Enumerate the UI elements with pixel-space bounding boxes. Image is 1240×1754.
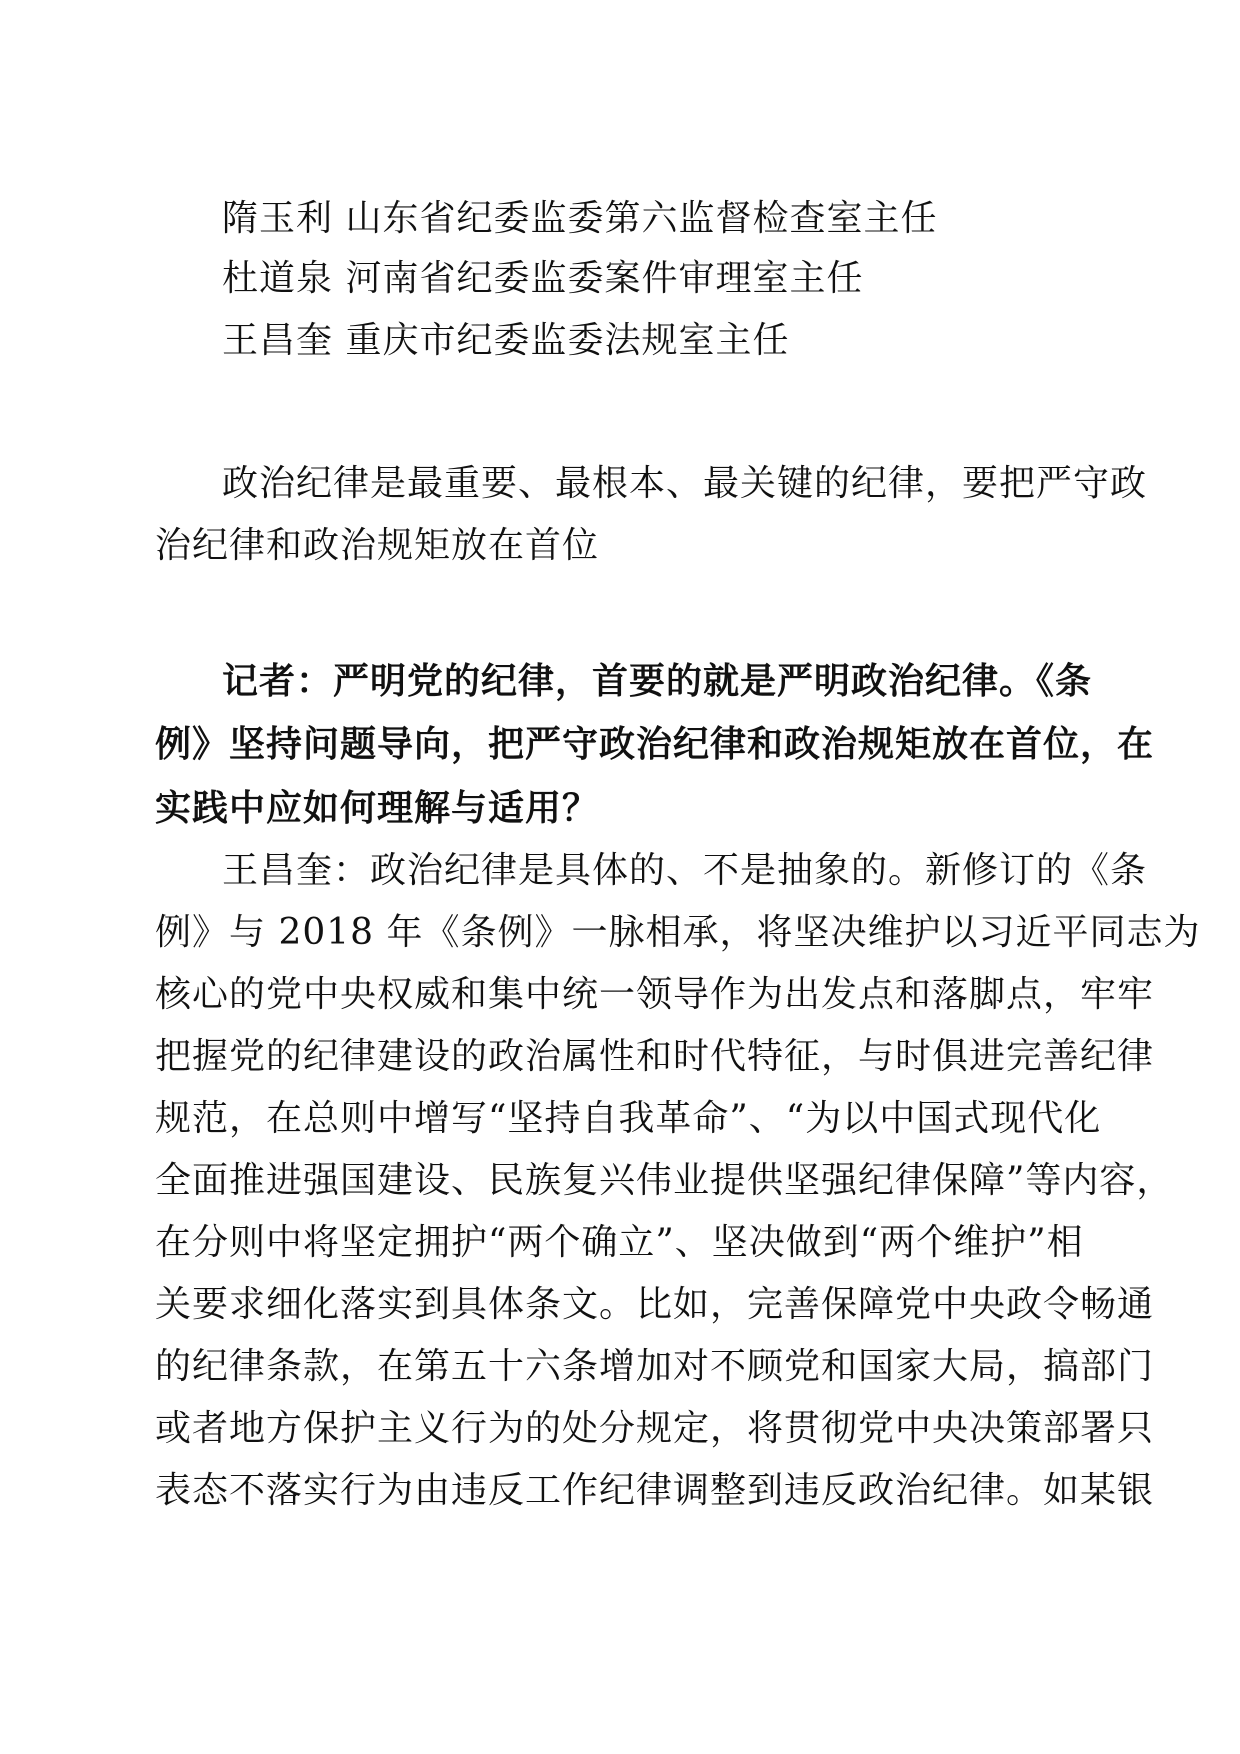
participant-name: 杜道泉	[222, 258, 334, 299]
participant-title: 山东省纪委监委第六监督检查室主任	[345, 198, 938, 239]
section-heading-line: 政治纪律是最重要、最根本、最关键的纪律，要把严守政	[222, 463, 1148, 504]
answer-line: 表态不落实行为由违反工作纪律调整到违反政治纪律。如某银	[155, 1470, 1155, 1511]
participant-title: 河南省纪委监委案件审理室主任	[345, 258, 864, 299]
answer-line: 的纪律条款，在第五十六条增加对不顾党和国家大局，搞部门	[155, 1346, 1155, 1387]
answer-line: 规范，在总则中增写“坚持自我革命”、“为以中国式现代化	[155, 1098, 1102, 1139]
answer-line: 核心的党中央权威和集中统一领导作为出发点和落脚点，牢牢	[155, 974, 1155, 1015]
participant-name: 隋玉利	[222, 198, 334, 239]
section-heading-line: 治纪律和政治规矩放在首位	[155, 525, 600, 566]
question-line: 例》坚持问题导向，把严守政治纪律和政治规矩放在首位，在	[155, 723, 1155, 765]
answer-line: 王昌奎：政治纪律是具体的、不是抽象的。新修订的《条	[222, 850, 1148, 891]
participant-title: 重庆市纪委监委法规室主任	[345, 320, 790, 361]
answer-line: 全面推进强国建设、民族复兴伟业提供坚强纪律保障”等内容，	[155, 1160, 1174, 1201]
answer-line: 例》与 2018 年《条例》一脉相承，将坚决维护以习近平同志为	[155, 912, 1201, 953]
participant-line	[222, 250, 1162, 301]
participant-line	[222, 190, 1162, 241]
participant-line	[222, 312, 1162, 363]
participant-name: 王昌奎	[222, 320, 334, 361]
answer-line: 把握党的纪律建设的政治属性和时代特征，与时俱进完善纪律	[155, 1036, 1155, 1077]
question-line: 实践中应如何理解与适用？	[155, 787, 600, 829]
answer-line: 在分则中将坚定拥护“两个确立”、坚决做到“两个维护”相	[155, 1222, 1084, 1263]
answer-line: 关要求细化落实到具体条文。比如，完善保障党中央政令畅通	[155, 1284, 1155, 1325]
question-line: 记者：严明党的纪律，首要的就是严明政治纪律。《条	[222, 660, 1093, 702]
answer-line: 或者地方保护主义行为的处分规定，将贯彻党中央决策部署只	[155, 1408, 1155, 1449]
